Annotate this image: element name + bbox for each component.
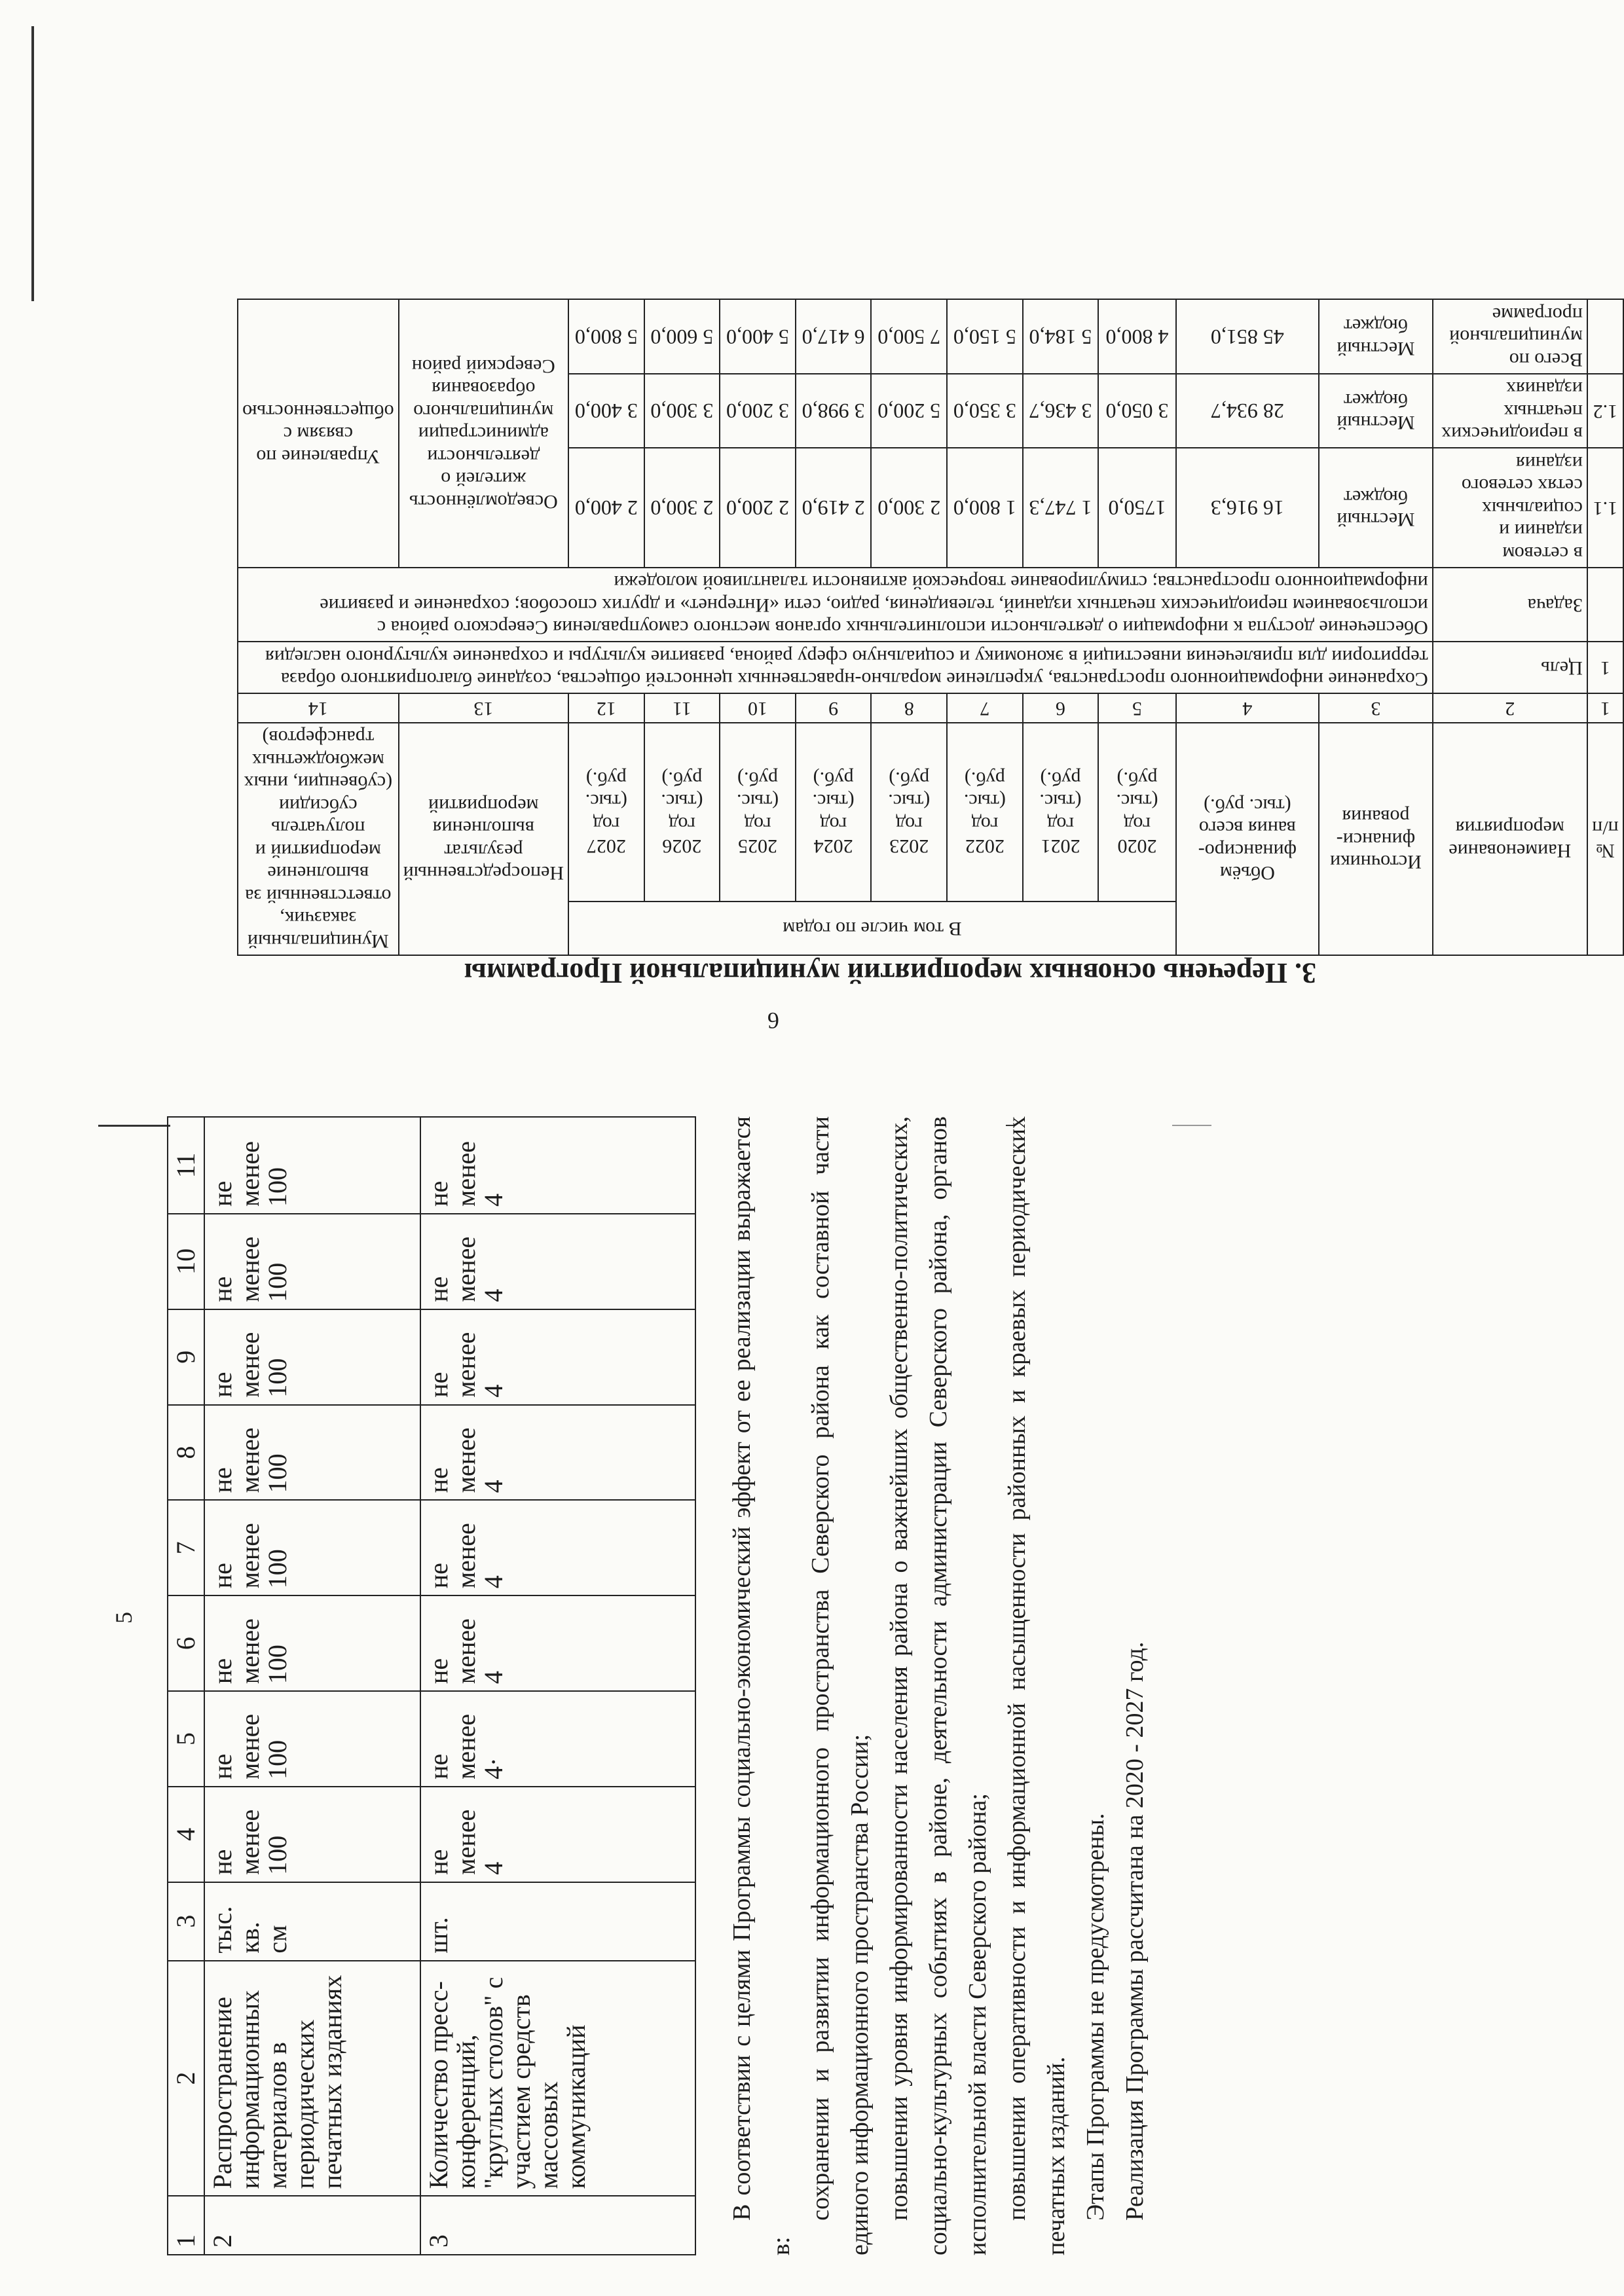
row-value: не менее 4	[420, 1309, 695, 1405]
program-activities-table	[237, 299, 1624, 957]
indicators-header-row	[168, 1117, 204, 2255]
row-value: не менее 4	[420, 1595, 695, 1691]
header-year: 2027 год (тыс. руб.)	[568, 723, 644, 902]
header-by-years: В том числе по годам	[568, 902, 1176, 955]
col-number: 7	[168, 1500, 204, 1595]
paragraph: сохранении и развитии информационного пространства Северского района как составной части единого информационного пространства России;	[807, 1116, 874, 2255]
row-name: в периодических печатных изданиях	[1433, 374, 1587, 448]
col-number: 11	[644, 694, 720, 723]
row-year-value: 2 419,0	[796, 448, 872, 568]
row-total: 16 916,3	[1176, 448, 1319, 568]
row-year-value: 7 500,0	[871, 300, 947, 374]
col-number: 4	[1176, 694, 1319, 723]
row-value: не менее 4	[420, 1214, 695, 1309]
col-number: 6	[1023, 694, 1099, 723]
col-number: 9	[168, 1309, 204, 1405]
row-year-value: 5 800,0	[568, 300, 644, 374]
row-year-value: 2 400,0	[568, 448, 644, 568]
table-row	[204, 1117, 420, 2255]
col-number: 11	[168, 1117, 204, 1214]
row-year-value: 3 050,0	[1098, 374, 1175, 448]
row-value: не менее 4	[420, 1117, 695, 1214]
page-6	[0, 0, 1624, 1113]
header-year: 2023 год (тыс. руб.)	[871, 723, 947, 902]
row-value: не менее 4	[420, 1405, 695, 1501]
col-number: 7	[947, 694, 1023, 723]
goal-number: 1	[1587, 642, 1623, 694]
indicators-table	[167, 1116, 696, 2255]
table-header-row	[238, 902, 1623, 955]
goal-row	[238, 642, 1623, 694]
row-unit: тыс. кв. см	[204, 1882, 420, 1961]
header-year: 2021 год (тыс. руб.)	[1023, 723, 1099, 902]
task-label: Задача	[1433, 568, 1587, 642]
col-number: 8	[871, 694, 947, 723]
row-number: 1.1	[1587, 448, 1623, 568]
header-year: 2020 год (тыс. руб.)	[1098, 723, 1175, 902]
row-number	[1587, 300, 1623, 374]
col-number: 1	[168, 2196, 204, 2255]
table-row	[238, 448, 1623, 568]
row-value: не менее 100	[204, 1214, 420, 1309]
page-5	[0, 1113, 1624, 2296]
row-name: Распространение информационных материалов в периодических печатных изданиях	[204, 1961, 420, 2196]
col-number: 3	[168, 1882, 204, 1961]
paragraph: В соответствии с целями Программы социально-экономический эффект от ее реализации выражается в:	[728, 1116, 796, 2255]
row-year-value: 4 800,0	[1098, 300, 1175, 374]
goal-label: Цель	[1433, 642, 1587, 694]
row-result: Осведомлённость жителей о деятельности администрации муниципального образования Северский район	[399, 300, 568, 568]
page-6-rotated	[0, 0, 1624, 1113]
col-number: 1	[1587, 694, 1623, 723]
paragraph: повышении уровня информированности населения района о важнейших общественно-политических, социально-культурных событиях в районе, деятельности администрации Северского района, органов исполнительной власти Северского района;	[885, 1116, 992, 2255]
row-number: 1.2	[1587, 374, 1623, 448]
col-number: 14	[238, 694, 399, 723]
col-number: 6	[168, 1595, 204, 1691]
row-year-value: 5 150,0	[947, 300, 1023, 374]
row-year-value: 2 300,0	[871, 448, 947, 568]
row-total: 45 851,0	[1176, 300, 1319, 374]
row-year-value: 3 300,0	[644, 374, 720, 448]
header-result: Непосредственный результат выполнения мероприятий	[399, 723, 568, 955]
row-year-value: 3 400,0	[568, 374, 644, 448]
header-year: 2025 год (тыс. руб.)	[720, 723, 796, 902]
row-year-value: 5 400,0	[720, 300, 796, 374]
row-year-value: 5 184,0	[1023, 300, 1099, 374]
col-number: 5	[1098, 694, 1175, 723]
row-year-value: 3 350,0	[947, 374, 1023, 448]
row-value: не менее 100	[204, 1405, 420, 1501]
row-year-value: 1 800,0	[947, 448, 1023, 568]
row-value: не менее 100	[204, 1595, 420, 1691]
header-name: Наименование мероприятия	[1433, 723, 1587, 955]
row-value: не менее 4	[420, 1500, 695, 1595]
col-number: 9	[796, 694, 872, 723]
col-number: 13	[399, 694, 568, 723]
row-customer: Управление по связям с общественностью	[238, 300, 399, 568]
table-row	[420, 1117, 695, 2255]
row-value: не менее 100	[204, 1117, 420, 1214]
row-year-value: 1 747,3	[1023, 448, 1099, 568]
col-number: 10	[168, 1214, 204, 1309]
row-number: 3	[420, 2196, 695, 2255]
column-numbers-row	[238, 694, 1623, 723]
row-year-value: 3 200,0	[720, 374, 796, 448]
paragraph: повышении оперативности и информационной насыщенности районных и краевых периодических печатных изданий.	[1003, 1116, 1071, 2255]
header-volume: Объём финансиро-вания всего (тыс. руб.)	[1176, 723, 1319, 955]
row-name: в сетевом издании и социальных сетях сетевого издания	[1433, 448, 1587, 568]
page-number: 5	[111, 1612, 137, 1624]
col-number: 3	[1319, 694, 1433, 723]
task-number	[1587, 568, 1623, 642]
row-value: не менее 4·	[420, 1691, 695, 1787]
row-year-value: 3 436,7	[1023, 374, 1099, 448]
row-name: Количество пресс-конференций, "круглых столов" с участием средств массовых коммуникаций	[420, 1961, 695, 2196]
col-number: 10	[720, 694, 796, 723]
program-effect-text	[722, 1116, 1154, 2255]
row-value: не менее 100	[204, 1500, 420, 1595]
page-number: 6	[767, 1008, 779, 1034]
col-number: 4	[168, 1787, 204, 1882]
header-no: № п/п	[1587, 723, 1623, 955]
row-source: Местный бюджет	[1319, 374, 1433, 448]
header-year: 2024 год (тыс. руб.)	[796, 723, 872, 902]
page-5-rotated-content	[167, 1116, 1189, 2255]
row-source: Местный бюджет	[1319, 300, 1433, 374]
row-year-value: 3 998,0	[796, 374, 872, 448]
row-value: не менее 100	[204, 1691, 420, 1787]
task-row	[238, 568, 1623, 642]
row-value: не менее 100	[204, 1309, 420, 1405]
row-year-value: 2 300,0	[644, 448, 720, 568]
task-text: Обеспечение доступа к информации о деятельности исполнительных органов местного самоуправления Северского района с использованием периодических печатных изданий, телевидения, радио, сети «Интернет» и других способов; сохранение и развитие информационного пространства; стимулирование творческой активности талантливой молодежи	[238, 568, 1433, 642]
row-value: не менее 100	[204, 1787, 420, 1882]
col-number: 5	[168, 1691, 204, 1787]
row-value: не менее 4	[420, 1787, 695, 1882]
col-number: 2	[1433, 694, 1587, 723]
row-year-value: 5 200,0	[871, 374, 947, 448]
header-year: 2022 год (тыс. руб.)	[947, 723, 1023, 902]
paragraph: Реализация Программы рассчитана на 2020 - 2027 год.	[1121, 1641, 1149, 2221]
row-unit: шт.	[420, 1882, 695, 1961]
header-customer: Муниципальный заказчик, ответственный за выполнение мероприятий и получатель субсидии (субвенции, иных межбюджетных трансфертов)	[238, 723, 399, 955]
col-number: 12	[568, 694, 644, 723]
col-number: 2	[168, 1961, 204, 2196]
paragraph: Этапы Программы не предусмотрены.	[1082, 1813, 1110, 2221]
col-number: 8	[168, 1405, 204, 1501]
row-name: Всего по муниципальной программе	[1433, 300, 1587, 374]
header-year: 2026 год (тыс. руб.)	[644, 723, 720, 902]
row-total: 28 934,7	[1176, 374, 1319, 448]
row-year-value: 2 200,0	[720, 448, 796, 568]
goal-text: Сохранение информационного пространства, укрепление морально-нравственных ценностей общества, создание благоприятного образа территории для привлечения инвестиций в экономику и социальную сферу района, развитие культуры и сохранение культурного наследия	[238, 642, 1433, 694]
section-title: 3. Перечень основных мероприятий муниципальной Программы	[464, 957, 1316, 989]
row-year-value: 5 600,0	[644, 300, 720, 374]
row-year-value: 6 417,0	[796, 300, 872, 374]
row-year-value: 1750,0	[1098, 448, 1175, 568]
row-source: Местный бюджет	[1319, 448, 1433, 568]
header-source: Источники финанси-рования	[1319, 723, 1433, 955]
row-number: 2	[204, 2196, 420, 2255]
